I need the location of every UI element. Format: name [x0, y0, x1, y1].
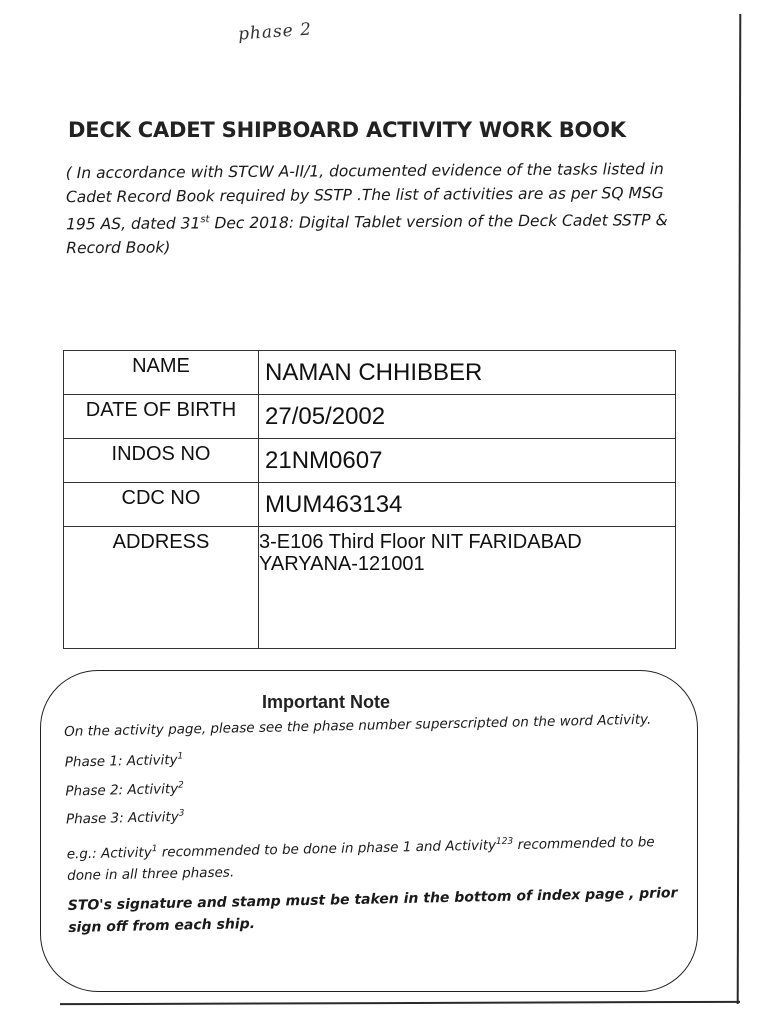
phase-3-line [66, 798, 686, 827]
address-line-2: YARYANA-121001 [259, 553, 425, 575]
indos-value: 21NM0607 [259, 439, 676, 483]
phase-1-line [65, 741, 685, 770]
example-text-b: recommended to be done in phase 1 and Activity [157, 836, 497, 861]
cadet-details-table [63, 350, 676, 649]
signature-warning: STO's signature and stamp must be taken in the bottom of index page , prior sign off from each ship. [67, 885, 678, 936]
subtitle-superscript: st [200, 214, 210, 226]
phase-1-text: Phase 1: Activity [64, 752, 178, 771]
cdc-label: CDC NO [64, 483, 259, 527]
indos-label: INDOS NO [64, 439, 259, 483]
example-superscript-b: 123 [495, 836, 514, 847]
name-value: NAMAN CHHIBBER [259, 351, 676, 395]
example-text-a: e.g.: Activity [66, 844, 152, 862]
table-row-indos [64, 439, 676, 483]
dob-value: 27/05/2002 [259, 395, 676, 439]
subtitle-text-part2: Dec 2018: Digital Tablet version of the Deck Cadet SSTP & Record Book) [66, 211, 668, 257]
page-edge-bottom [60, 1001, 740, 1005]
address-line-1: 3-E106 Third Floor NIT FARIDABAD [259, 531, 582, 553]
dob-label: DATE OF BIRTH [64, 395, 259, 439]
phase-3-text: Phase 3: Activity [65, 809, 179, 828]
phase-2-superscript: 2 [177, 780, 184, 791]
address-value [259, 527, 676, 649]
table-row-name [64, 351, 676, 395]
phase-1-superscript: 1 [177, 751, 184, 762]
address-label: ADDRESS [64, 527, 259, 649]
important-note-body [64, 711, 688, 939]
cdc-value: MUM463134 [259, 483, 676, 527]
subtitle-text-part1: ( In accordance with STCW A-II/1, documented evidence of the tasks listed in Cadet Record Book required by SSTP .The list of activities are as per SQ MSG 195 AS, dated 31 [65, 159, 664, 234]
table-row-address [64, 527, 676, 649]
name-label: NAME [64, 351, 259, 395]
handwritten-note: phase 2 [237, 19, 313, 45]
note-intro: On the activity page, please see the phase number superscripted on the word Activity. [64, 711, 652, 740]
subtitle [66, 158, 689, 260]
example-superscript-a: 1 [151, 843, 158, 854]
important-note-heading: Important Note [262, 692, 390, 712]
phase-2-line [65, 770, 685, 799]
page-edge-right [737, 14, 742, 1004]
phase-2-text: Phase 2: Activity [65, 780, 179, 799]
example-text-c: recommended to be done in all three phases. [67, 833, 655, 884]
table-row-dob [64, 395, 676, 439]
page-title: DECK CADET SHIPBOARD ACTIVITY WORK BOOK [68, 118, 626, 142]
table-row-cdc [64, 483, 676, 527]
example-line [66, 826, 687, 886]
phase-3-superscript: 3 [178, 808, 185, 819]
